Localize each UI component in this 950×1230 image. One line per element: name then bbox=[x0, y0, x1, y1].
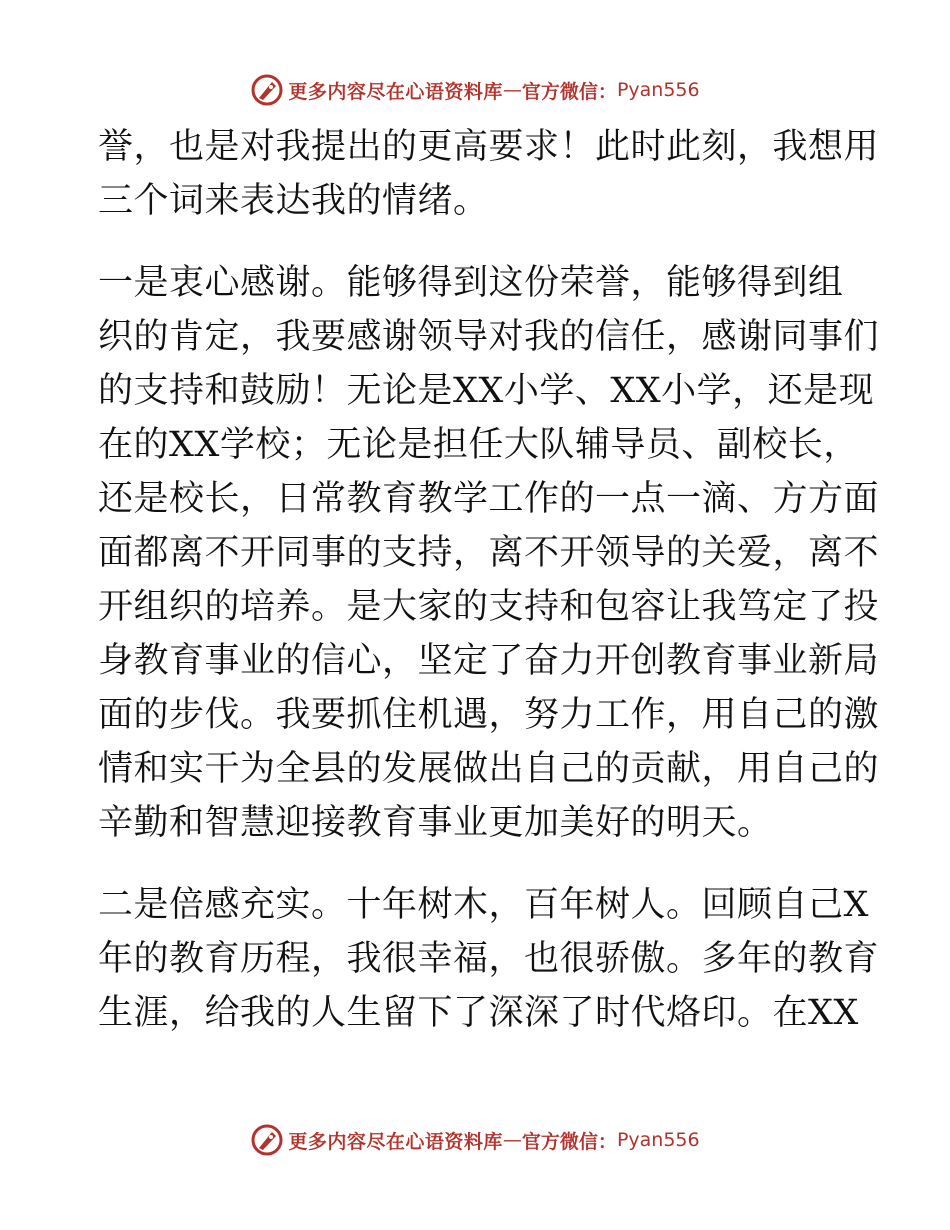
text-line: 二是倍感充实。十年树木，百年树人。回顾自己X bbox=[98, 885, 869, 925]
banner-dash: — bbox=[502, 79, 522, 101]
paragraph bbox=[98, 878, 880, 1040]
text-line: 面都离不开同事的支持，离不开领导的关爱，离不 bbox=[98, 533, 880, 573]
text-line: 织的肯定，我要感谢领导对我的信任，感谢同事们 bbox=[98, 317, 880, 357]
paragraph bbox=[98, 120, 880, 228]
banner-wechat-label: 官方微信： bbox=[521, 1130, 617, 1153]
text-line: 还是校长，日常教育教学工作的一点一滴、方方面 bbox=[98, 479, 880, 519]
text-line: 誉，也是对我提出的更高要求！此时此刻，我想用 bbox=[98, 127, 880, 167]
banner-lead-text: 更多内容尽在心语资料库 bbox=[288, 1130, 503, 1153]
paragraph bbox=[98, 256, 880, 850]
banner-wechat-label: 官方微信： bbox=[521, 80, 617, 103]
text-line: 的支持和鼓励！无论是XX小学、XX小学，还是现 bbox=[98, 371, 875, 411]
text-line: 三个词来表达我的情绪。 bbox=[98, 181, 489, 221]
text-line: 在的XX学校；无论是担任大队辅导员、副校长， bbox=[98, 425, 859, 465]
pen-nib-logo-icon bbox=[250, 73, 284, 107]
text-line: 辛勤和智慧迎接教育事业更加美好的明天。 bbox=[98, 803, 773, 843]
banner-wechat-id: Pyan556 bbox=[616, 79, 700, 101]
text-line: 生涯，给我的人生留下了深深了时代烙印。在XX bbox=[98, 993, 859, 1033]
header-banner bbox=[0, 70, 950, 110]
footer-banner bbox=[0, 1120, 950, 1160]
document-body bbox=[98, 120, 880, 1040]
text-line: 开组织的培养。是大家的支持和包容让我笃定了投 bbox=[98, 587, 880, 627]
text-line: 面的步伐。我要抓住机遇，努力工作，用自己的激 bbox=[98, 695, 880, 735]
text-line: 一是衷心感谢。能够得到这份荣誉，能够得到组 bbox=[98, 263, 844, 303]
text-line: 情和实干为全县的发展做出自己的贡献，用自己的 bbox=[98, 749, 880, 789]
text-line: 身教育事业的信心，坚定了奋力开创教育事业新局 bbox=[98, 641, 880, 681]
banner-lead-text: 更多内容尽在心语资料库 bbox=[288, 80, 503, 103]
pen-nib-logo-icon bbox=[250, 1123, 284, 1157]
banner-wechat-id: Pyan556 bbox=[616, 1129, 700, 1151]
banner-dash: — bbox=[502, 1129, 522, 1151]
text-line: 年的教育历程，我很幸福，也很骄傲。多年的教育 bbox=[98, 939, 880, 979]
